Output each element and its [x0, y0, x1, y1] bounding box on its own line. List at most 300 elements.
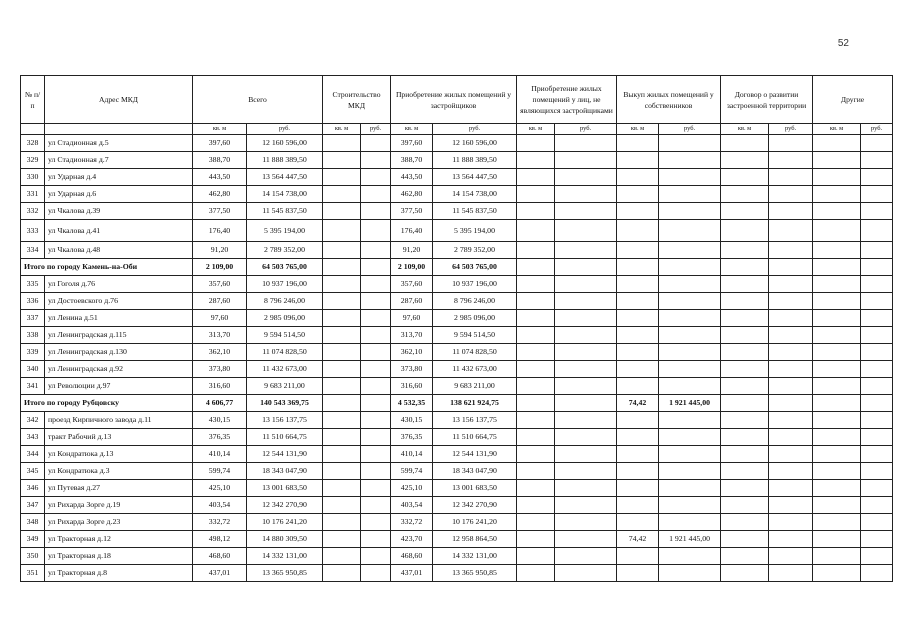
total-rub-cell: 11 432 673,00 [247, 361, 323, 378]
row-address: ул Рихарда Зорге д.19 [45, 497, 193, 514]
non-developer-rub-cell [555, 463, 617, 480]
developer-area-cell: 287,60 [391, 293, 433, 310]
other-rub-cell [861, 378, 893, 395]
construction-rub-cell [361, 259, 391, 276]
total-rub-cell: 8 796 246,00 [247, 293, 323, 310]
row-number: 345 [21, 463, 45, 480]
development-contract-area-cell [721, 203, 769, 220]
header-row [21, 76, 893, 124]
development-contract-rub-cell [769, 565, 813, 582]
construction-area-cell [323, 327, 361, 344]
total-rub-cell: 13 365 950,85 [247, 565, 323, 582]
non-developer-rub-cell [555, 152, 617, 169]
developer-rub-cell: 13 564 447,50 [433, 169, 517, 186]
header-construction: Строительство МКД [323, 76, 391, 124]
development-contract-rub-cell [769, 514, 813, 531]
developer-area-cell: 410,14 [391, 446, 433, 463]
table-row [21, 203, 893, 220]
other-rub-cell [861, 310, 893, 327]
other-rub-cell [861, 135, 893, 152]
other-rub-cell [861, 429, 893, 446]
total-rub-cell: 2 789 352,00 [247, 242, 323, 259]
buyout-area-cell [617, 259, 659, 276]
row-address: ул Ленинградская д.130 [45, 344, 193, 361]
total-rub-cell: 11 888 389,50 [247, 152, 323, 169]
non-developer-rub-cell [555, 186, 617, 203]
non-developer-rub-cell [555, 276, 617, 293]
development-contract-area-cell [721, 135, 769, 152]
total-rub-cell: 9 683 211,00 [247, 378, 323, 395]
total-area-cell: 377,50 [193, 203, 247, 220]
construction-area-cell [323, 463, 361, 480]
buyout-area-cell [617, 220, 659, 242]
non-developer-area-cell [517, 186, 555, 203]
total-rub-cell: 2 985 096,00 [247, 310, 323, 327]
row-number: 335 [21, 276, 45, 293]
header-development-contract: Договор о развитии застроенной территории [721, 76, 813, 124]
header-total: Всего [193, 76, 323, 124]
non-developer-rub-cell [555, 395, 617, 412]
other-area-cell [813, 310, 861, 327]
construction-area-cell [323, 395, 361, 412]
row-number: 351 [21, 565, 45, 582]
total-rub-cell: 5 395 194,00 [247, 220, 323, 242]
construction-area-cell [323, 259, 361, 276]
buyout-rub-cell [659, 135, 721, 152]
row-number: 349 [21, 531, 45, 548]
non-developer-rub-cell [555, 135, 617, 152]
other-rub-cell [861, 497, 893, 514]
other-rub-cell [861, 344, 893, 361]
unit-rub: руб. [769, 124, 813, 135]
development-contract-rub-cell [769, 135, 813, 152]
other-area-cell [813, 446, 861, 463]
construction-rub-cell [361, 531, 391, 548]
developer-area-cell: 425,10 [391, 480, 433, 497]
other-area-cell [813, 327, 861, 344]
non-developer-area-cell [517, 259, 555, 276]
developer-rub-cell: 18 343 047,90 [433, 463, 517, 480]
total-area-cell: 599,74 [193, 463, 247, 480]
total-rub-cell: 14 332 131,00 [247, 548, 323, 565]
table-row [21, 276, 893, 293]
developer-rub-cell: 2 789 352,00 [433, 242, 517, 259]
table-row [21, 565, 893, 582]
non-developer-area-cell [517, 344, 555, 361]
row-number: 328 [21, 135, 45, 152]
non-developer-rub-cell [555, 378, 617, 395]
other-rub-cell [861, 531, 893, 548]
developer-rub-cell: 14 332 131,00 [433, 548, 517, 565]
development-contract-rub-cell [769, 259, 813, 276]
row-address: ул Чкалова д.39 [45, 203, 193, 220]
developer-rub-cell: 10 176 241,20 [433, 514, 517, 531]
non-developer-area-cell [517, 242, 555, 259]
row-number: 333 [21, 220, 45, 242]
other-area-cell [813, 259, 861, 276]
non-developer-rub-cell [555, 565, 617, 582]
other-rub-cell [861, 203, 893, 220]
units-row [21, 124, 893, 135]
development-contract-rub-cell [769, 480, 813, 497]
unit-rub: руб. [861, 124, 893, 135]
units-blank [45, 124, 193, 135]
buyout-rub-cell [659, 412, 721, 429]
other-area-cell [813, 463, 861, 480]
development-contract-rub-cell [769, 446, 813, 463]
buyout-rub-cell [659, 186, 721, 203]
buyout-rub-cell [659, 480, 721, 497]
construction-rub-cell [361, 220, 391, 242]
non-developer-area-cell [517, 378, 555, 395]
development-contract-area-cell [721, 480, 769, 497]
developer-rub-cell: 138 621 924,75 [433, 395, 517, 412]
row-number: 342 [21, 412, 45, 429]
total-rub-cell: 9 594 514,50 [247, 327, 323, 344]
developer-area-cell: 376,35 [391, 429, 433, 446]
development-contract-rub-cell [769, 497, 813, 514]
units-blank [21, 124, 45, 135]
construction-rub-cell [361, 203, 391, 220]
development-contract-area-cell [721, 531, 769, 548]
other-area-cell [813, 548, 861, 565]
construction-rub-cell [361, 152, 391, 169]
non-developer-rub-cell [555, 327, 617, 344]
row-number: 339 [21, 344, 45, 361]
developer-rub-cell: 11 888 389,50 [433, 152, 517, 169]
total-rub-cell: 12 342 270,90 [247, 497, 323, 514]
other-rub-cell [861, 327, 893, 344]
table-row [21, 344, 893, 361]
total-area-cell: 403,54 [193, 497, 247, 514]
other-area-cell [813, 480, 861, 497]
development-contract-area-cell [721, 565, 769, 582]
total-rub-cell: 13 001 683,50 [247, 480, 323, 497]
construction-area-cell [323, 220, 361, 242]
development-contract-rub-cell [769, 276, 813, 293]
development-contract-area-cell [721, 276, 769, 293]
row-address: ул Революции д.97 [45, 378, 193, 395]
unit-rub: руб. [361, 124, 391, 135]
non-developer-area-cell [517, 565, 555, 582]
development-contract-rub-cell [769, 429, 813, 446]
development-contract-area-cell [721, 446, 769, 463]
construction-rub-cell [361, 497, 391, 514]
buyout-area-cell [617, 169, 659, 186]
development-contract-area-cell [721, 186, 769, 203]
total-rub-cell: 64 503 765,00 [247, 259, 323, 276]
development-contract-rub-cell [769, 169, 813, 186]
non-developer-rub-cell [555, 446, 617, 463]
construction-area-cell [323, 186, 361, 203]
development-contract-area-cell [721, 412, 769, 429]
development-contract-rub-cell [769, 310, 813, 327]
other-area-cell [813, 531, 861, 548]
developer-rub-cell: 11 074 828,50 [433, 344, 517, 361]
total-area-cell: 388,70 [193, 152, 247, 169]
developer-rub-cell: 8 796 246,00 [433, 293, 517, 310]
other-area-cell [813, 242, 861, 259]
header-buyout: Выкуп жилых помещений у собственников [617, 76, 721, 124]
buyout-rub-cell [659, 220, 721, 242]
other-rub-cell [861, 220, 893, 242]
developer-area-cell: 430,15 [391, 412, 433, 429]
table-row [21, 186, 893, 203]
non-developer-rub-cell [555, 361, 617, 378]
other-rub-cell [861, 565, 893, 582]
developer-area-cell: 316,60 [391, 378, 433, 395]
total-rub-cell: 11 510 664,75 [247, 429, 323, 446]
unit-area: кв. м [391, 124, 433, 135]
non-developer-area-cell [517, 152, 555, 169]
construction-area-cell [323, 497, 361, 514]
total-rub-cell: 18 343 047,90 [247, 463, 323, 480]
development-contract-rub-cell [769, 378, 813, 395]
other-rub-cell [861, 480, 893, 497]
construction-rub-cell [361, 186, 391, 203]
non-developer-rub-cell [555, 548, 617, 565]
row-number: 344 [21, 446, 45, 463]
other-area-cell [813, 220, 861, 242]
subtotal-label: Итого по городу Камень-на-Оби [21, 259, 193, 276]
non-developer-rub-cell [555, 514, 617, 531]
buyout-rub-cell [659, 203, 721, 220]
development-contract-rub-cell [769, 463, 813, 480]
buyout-rub-cell [659, 429, 721, 446]
construction-area-cell [323, 135, 361, 152]
row-address: ул Тракторная д.18 [45, 548, 193, 565]
buyout-rub-cell [659, 169, 721, 186]
row-address: ул Ударная д.6 [45, 186, 193, 203]
buyout-rub-cell [659, 565, 721, 582]
development-contract-rub-cell [769, 361, 813, 378]
other-area-cell [813, 169, 861, 186]
total-rub-cell: 10 176 241,20 [247, 514, 323, 531]
total-area-cell: 176,40 [193, 220, 247, 242]
total-area-cell: 362,10 [193, 344, 247, 361]
other-rub-cell [861, 514, 893, 531]
row-number: 347 [21, 497, 45, 514]
developer-area-cell: 443,50 [391, 169, 433, 186]
non-developer-area-cell [517, 497, 555, 514]
total-area-cell: 91,20 [193, 242, 247, 259]
unit-area: кв. м [517, 124, 555, 135]
developer-area-cell: 357,60 [391, 276, 433, 293]
development-contract-area-cell [721, 429, 769, 446]
other-area-cell [813, 565, 861, 582]
development-contract-area-cell [721, 310, 769, 327]
row-number: 350 [21, 548, 45, 565]
developer-rub-cell: 13 001 683,50 [433, 480, 517, 497]
construction-rub-cell [361, 378, 391, 395]
non-developer-area-cell [517, 395, 555, 412]
total-area-cell: 313,70 [193, 327, 247, 344]
developer-rub-cell: 5 395 194,00 [433, 220, 517, 242]
row-address: ул Ударная д.4 [45, 169, 193, 186]
buyout-area-cell [617, 548, 659, 565]
unit-rub: руб. [433, 124, 517, 135]
developer-area-cell: 468,60 [391, 548, 433, 565]
row-number: 343 [21, 429, 45, 446]
non-developer-area-cell [517, 446, 555, 463]
construction-rub-cell [361, 480, 391, 497]
total-area-cell: 4 606,77 [193, 395, 247, 412]
other-area-cell [813, 293, 861, 310]
non-developer-rub-cell [555, 344, 617, 361]
buyout-rub-cell: 1 921 445,00 [659, 531, 721, 548]
non-developer-rub-cell [555, 259, 617, 276]
non-developer-rub-cell [555, 531, 617, 548]
unit-area: кв. м [193, 124, 247, 135]
development-contract-area-cell [721, 361, 769, 378]
developer-rub-cell: 13 156 137,75 [433, 412, 517, 429]
development-contract-area-cell [721, 548, 769, 565]
buyout-rub-cell [659, 446, 721, 463]
buyout-rub-cell [659, 310, 721, 327]
construction-area-cell [323, 565, 361, 582]
development-contract-area-cell [721, 378, 769, 395]
developer-area-cell: 388,70 [391, 152, 433, 169]
row-address: ул Тракторная д.12 [45, 531, 193, 548]
table-row [21, 463, 893, 480]
buyout-area-cell [617, 203, 659, 220]
total-area-cell: 443,50 [193, 169, 247, 186]
non-developer-area-cell [517, 293, 555, 310]
construction-area-cell [323, 412, 361, 429]
row-number: 338 [21, 327, 45, 344]
non-developer-area-cell [517, 135, 555, 152]
construction-rub-cell [361, 514, 391, 531]
table-row [21, 548, 893, 565]
developer-rub-cell: 12 544 131,90 [433, 446, 517, 463]
construction-area-cell [323, 344, 361, 361]
table-row [21, 412, 893, 429]
total-rub-cell: 14 880 309,50 [247, 531, 323, 548]
subtotal-row [21, 395, 893, 412]
row-number: 334 [21, 242, 45, 259]
other-rub-cell [861, 186, 893, 203]
developer-rub-cell: 13 365 950,85 [433, 565, 517, 582]
buyout-area-cell [617, 412, 659, 429]
table-row [21, 514, 893, 531]
construction-area-cell [323, 242, 361, 259]
construction-area-cell [323, 378, 361, 395]
development-contract-area-cell [721, 327, 769, 344]
other-area-cell [813, 135, 861, 152]
header-from-non-developers: Приобретение жилых помещений у лиц, не являющихся застройщиками [517, 76, 617, 124]
table-row [21, 429, 893, 446]
buyout-rub-cell [659, 293, 721, 310]
buyout-area-cell [617, 276, 659, 293]
row-address: ул Достоевского д.76 [45, 293, 193, 310]
developer-area-cell: 437,01 [391, 565, 433, 582]
table-row [21, 293, 893, 310]
developer-rub-cell: 11 432 673,00 [433, 361, 517, 378]
unit-rub: руб. [555, 124, 617, 135]
row-address: ул Гоголя д.76 [45, 276, 193, 293]
other-area-cell [813, 497, 861, 514]
developer-area-cell: 397,60 [391, 135, 433, 152]
other-area-cell [813, 152, 861, 169]
unit-rub: руб. [659, 124, 721, 135]
construction-rub-cell [361, 135, 391, 152]
non-developer-rub-cell [555, 480, 617, 497]
total-rub-cell: 140 543 369,75 [247, 395, 323, 412]
buyout-area-cell [617, 327, 659, 344]
non-developer-area-cell [517, 412, 555, 429]
buyout-area-cell: 74,42 [617, 531, 659, 548]
other-area-cell [813, 186, 861, 203]
developer-area-cell: 377,50 [391, 203, 433, 220]
buyout-rub-cell: 1 921 445,00 [659, 395, 721, 412]
development-contract-area-cell [721, 293, 769, 310]
development-contract-rub-cell [769, 395, 813, 412]
development-contract-rub-cell [769, 203, 813, 220]
header-num: № п/п [21, 76, 45, 124]
total-area-cell: 332,72 [193, 514, 247, 531]
buyout-rub-cell [659, 361, 721, 378]
buyout-rub-cell [659, 259, 721, 276]
other-area-cell [813, 412, 861, 429]
development-contract-rub-cell [769, 344, 813, 361]
row-address: тракт Рабочий д.13 [45, 429, 193, 446]
development-contract-rub-cell [769, 186, 813, 203]
row-address: ул Ленинградская д.115 [45, 327, 193, 344]
buyout-area-cell [617, 446, 659, 463]
construction-rub-cell [361, 276, 391, 293]
total-rub-cell: 12 544 131,90 [247, 446, 323, 463]
total-rub-cell: 14 154 738,00 [247, 186, 323, 203]
construction-rub-cell [361, 310, 391, 327]
non-developer-rub-cell [555, 310, 617, 327]
row-number: 332 [21, 203, 45, 220]
row-number: 329 [21, 152, 45, 169]
construction-rub-cell [361, 327, 391, 344]
construction-area-cell [323, 531, 361, 548]
other-area-cell [813, 344, 861, 361]
buyout-rub-cell [659, 463, 721, 480]
development-contract-area-cell [721, 463, 769, 480]
other-area-cell [813, 395, 861, 412]
development-contract-area-cell [721, 344, 769, 361]
table-body [21, 135, 893, 582]
development-contract-rub-cell [769, 242, 813, 259]
buyout-rub-cell [659, 514, 721, 531]
development-contract-area-cell [721, 242, 769, 259]
buyout-rub-cell [659, 497, 721, 514]
buyout-area-cell [617, 378, 659, 395]
construction-rub-cell [361, 169, 391, 186]
developer-area-cell: 599,74 [391, 463, 433, 480]
construction-area-cell [323, 514, 361, 531]
other-rub-cell [861, 242, 893, 259]
row-address: ул Чкалова д.48 [45, 242, 193, 259]
header-from-developers: Приобретение жилых помещений у застройщиков [391, 76, 517, 124]
total-area-cell: 437,01 [193, 565, 247, 582]
other-area-cell [813, 514, 861, 531]
development-contract-rub-cell [769, 152, 813, 169]
development-contract-rub-cell [769, 548, 813, 565]
construction-area-cell [323, 152, 361, 169]
construction-rub-cell [361, 242, 391, 259]
development-contract-area-cell [721, 497, 769, 514]
other-rub-cell [861, 361, 893, 378]
unit-area: кв. м [813, 124, 861, 135]
development-contract-area-cell [721, 395, 769, 412]
development-contract-rub-cell [769, 293, 813, 310]
total-area-cell: 287,60 [193, 293, 247, 310]
non-developer-area-cell [517, 327, 555, 344]
